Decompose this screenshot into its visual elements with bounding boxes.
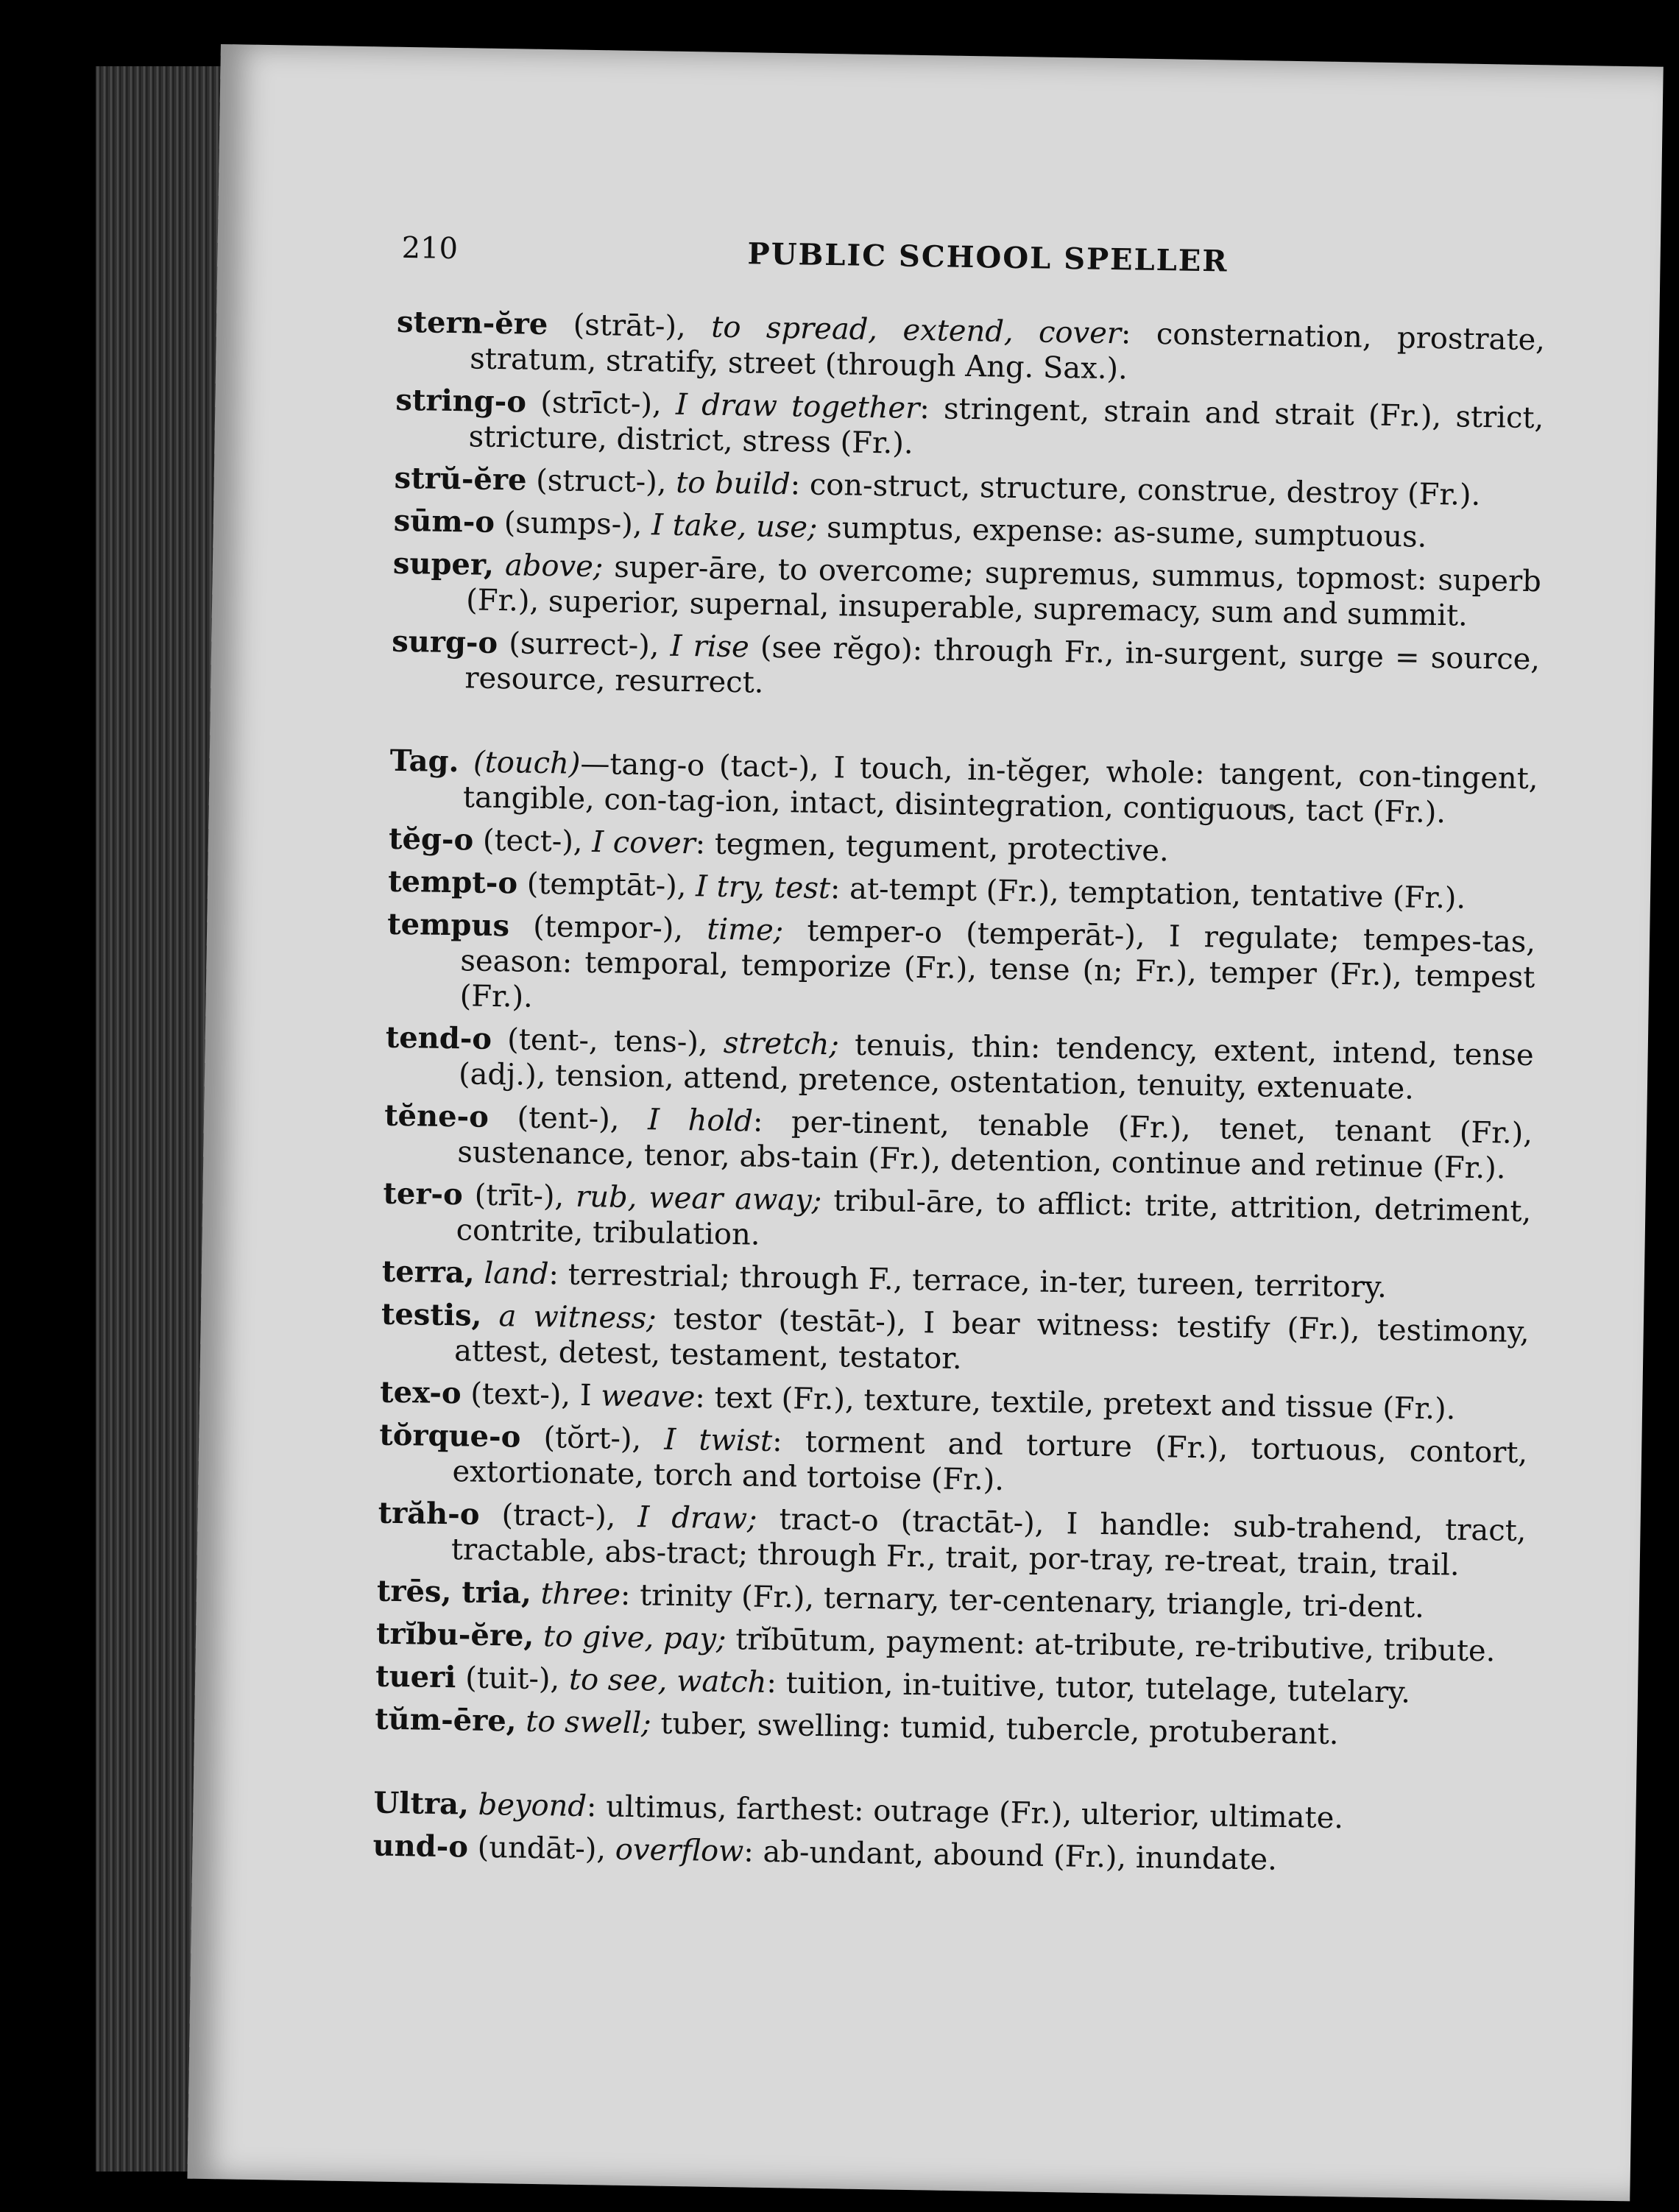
book-page <box>187 44 1663 2201</box>
entry-derivatives: testor (testāt-), I bear witness: testify (Fr.), testimony, attest, detest, testament, testator. <box>453 1301 1530 1377</box>
entry <box>386 907 1535 1031</box>
entry-form <box>494 548 506 582</box>
entry-derivatives: (see rĕgo): through Fr., in-surgent, surge = source, resource, resurrect. <box>464 630 1541 700</box>
entry-form <box>469 1788 478 1822</box>
entry-headword: ter-o <box>383 1176 464 1212</box>
entry-gloss: I try, test <box>695 869 831 906</box>
entry-gloss: three <box>540 1577 621 1612</box>
entry-headword: strŭ-ĕre <box>394 460 527 498</box>
entry-form <box>474 1257 484 1290</box>
entry-derivatives: sumptus, expense: as-sume, sumptuous. <box>817 510 1427 554</box>
entry-form: (temptāt-), <box>517 866 696 904</box>
entry-headword: trăh-o <box>378 1495 480 1532</box>
entry-form: (sumps-), <box>494 505 652 543</box>
entry-form <box>459 745 473 779</box>
entry-headword: tempt-o <box>387 863 518 901</box>
entry-derivatives: tenuis, thin: tendency, extent, intend, tense (adj.), tension, attend, pretence, ostentation, tenuity, extenuate. <box>458 1028 1535 1106</box>
entry-form: (tent-), <box>488 1100 648 1137</box>
entry-form <box>531 1577 541 1611</box>
entry-form: (trīt-), <box>462 1178 576 1214</box>
entry-gloss: to see, watch <box>568 1662 767 1700</box>
entry-form: (tract-), <box>479 1497 638 1535</box>
entry <box>381 1297 1530 1385</box>
entry-derivatives: tract-o (tractāt-), I handle: sub-trahend, tract, tractable, abs-tract; through Fr., trait, por-tray, re-treat, train, trail. <box>450 1502 1527 1583</box>
entry-headword: tex-o <box>379 1374 462 1411</box>
entry-form <box>481 1299 499 1333</box>
entry-headword: Ultra, <box>373 1785 470 1822</box>
entry-gloss: I twist <box>664 1422 773 1458</box>
entry-headword: tueri <box>375 1658 456 1695</box>
entry-derivatives: : ab-undant, abound (Fr.), inundate. <box>743 1834 1278 1877</box>
entry-headword: und-o <box>372 1828 469 1865</box>
entry-headword: testis, <box>381 1296 482 1333</box>
entry-form <box>516 1705 526 1739</box>
entry-gloss: weave <box>600 1379 696 1415</box>
entry-headword: tŏrque-o <box>378 1417 521 1455</box>
entry-headword: stern-ĕre <box>396 304 548 342</box>
entry-form <box>534 1619 543 1653</box>
entry-headword: tŭm-ēre, <box>374 1701 517 1739</box>
entry-gloss: I cover <box>591 825 696 861</box>
entry-form: (tent-, tens-), <box>491 1022 724 1060</box>
entry <box>395 383 1544 471</box>
entry <box>396 305 1545 393</box>
entry-gloss: I draw together <box>675 387 920 425</box>
entry-headword: super, <box>392 545 495 582</box>
entry-derivatives: : trinity (Fr.), ternary, ter-centenary, triangle, tri-dent. <box>620 1577 1425 1625</box>
entry-gloss: to give, pay; <box>542 1619 727 1657</box>
entry <box>372 1828 1521 1881</box>
entry <box>385 1020 1534 1109</box>
entry-headword: sūm-o <box>393 503 495 540</box>
entry-gloss: rub, wear away; <box>575 1179 822 1218</box>
running-head <box>401 230 1580 279</box>
entry-form: (tuit-), <box>456 1661 570 1697</box>
entry-headword: trĭbu-ĕre, <box>375 1616 534 1653</box>
entry-gloss: I draw; <box>637 1500 757 1536</box>
entry-headword: tend-o <box>385 1020 492 1056</box>
entry-derivatives: —tang-o (tact-), I touch, in-tĕger, whole: tangent, con-tingent, tangible, con-tag-ion, intact, disintegration, contiguous, tact (Fr.). <box>462 746 1538 830</box>
entry-gloss: stretch; <box>723 1025 840 1062</box>
entry-gloss: to spread, extend, cover <box>710 310 1122 351</box>
entry-derivatives: : torment and torture (Fr.), tortuous, contort, extortionate, torch and tortoise (Fr.). <box>452 1424 1528 1497</box>
entry-headword: tempus <box>386 906 510 944</box>
entry-derivatives: : text (Fr.), texture, textile, pretext and tissue (Fr.). <box>694 1380 1456 1427</box>
entry-gloss: beyond <box>478 1787 587 1824</box>
entry-form: (tempor-), <box>509 909 707 947</box>
entry <box>383 1098 1533 1187</box>
entry-derivatives: : terrestrial; through F., terrace, in-ter, tureen, territory. <box>548 1257 1388 1305</box>
entry-derivatives: tuber, swelling: tumid, tubercle, protuberant. <box>651 1706 1339 1752</box>
entry-form: (tect-), <box>473 823 593 860</box>
entry-derivatives: : tuition, in-tuitive, tutor, tutelage, tutelary. <box>766 1665 1411 1710</box>
entry-derivatives: : per-tinent, tenable (Fr.), tenet, tenant (Fr.), sustenance, tenor, abs-tain (Fr.), detention, continue and retinue (Fr.). <box>457 1104 1533 1186</box>
entry-gloss: land <box>484 1256 549 1292</box>
entry-derivatives: super-āre, to overcome; supremus, summus, topmost: superb (Fr.), superior, supernal, insuperable, supremacy, sum and summit. <box>465 550 1542 633</box>
entry-headword: surg-o <box>391 623 498 661</box>
running-title: PUBLIC SCHOOL SPELLER <box>747 236 1229 279</box>
entry-derivatives: : tegmen, tegument, protective. <box>695 827 1170 869</box>
entry-headword: Tag. <box>389 743 459 780</box>
entry-gloss: I rise <box>670 629 750 665</box>
dictionary-entries <box>372 305 1545 1889</box>
entry-headword: tĕg-o <box>388 821 474 858</box>
entry-gloss: (touch) <box>473 745 581 781</box>
entry-gloss: I hold <box>647 1103 754 1139</box>
entry-derivatives: : at-tempt (Fr.), temptation, tentative (Fr.). <box>830 872 1466 916</box>
entry-form: (strīct-), <box>526 385 676 422</box>
entry-gloss: I take, use; <box>651 508 818 545</box>
entry-derivatives: : stringent, strain and strait (Fr.), strict, stricture, district, stress (Fr.). <box>468 391 1544 461</box>
entry-headword: string-o <box>395 382 527 420</box>
entry-headword: tĕne-o <box>383 1098 489 1134</box>
entry-gloss: overflow <box>615 1832 744 1869</box>
entry <box>391 624 1540 713</box>
entry <box>392 546 1541 635</box>
entry-derivatives: : consternation, prostrate, stratum, stratify, street (through Ang. Sax.). <box>469 317 1546 386</box>
entry-derivatives: tribul-āre, to afflict: trite, attrition, detriment, contrite, tribulation. <box>456 1184 1532 1252</box>
entry-derivatives: temper-o (temperāt-), I regulate; tempes-tas, season: temporal, temporize (Fr.), tense (n; Fr.), temper (Fr.), tempest (Fr.). <box>459 914 1536 1014</box>
entry-form: (tŏrt-), <box>520 1420 665 1457</box>
entry-form: (surrect-), <box>497 626 671 663</box>
entry-derivatives: : ultimus, farthest: outrage (Fr.), ulterior, ultimate. <box>586 1789 1344 1836</box>
entry-form: (strāt-), <box>547 308 712 344</box>
entry-gloss: to swell; <box>526 1704 652 1741</box>
entry-headword: terra, <box>381 1254 476 1290</box>
entry-form: (undāt-), <box>467 1830 616 1867</box>
entry-gloss: time; <box>706 912 784 948</box>
entry-gloss: a witness; <box>498 1299 657 1336</box>
entry <box>378 1418 1527 1506</box>
entry <box>378 1496 1527 1584</box>
entry-headword: trēs, tria, <box>376 1573 532 1611</box>
entry-gloss: above; <box>504 548 604 584</box>
entry-derivatives: : con-struct, structure, construe, destroy (Fr.). <box>790 467 1481 512</box>
page-number: 210 <box>401 230 459 266</box>
entry-form: (text-), I <box>461 1377 601 1413</box>
entry-form: (struct-), <box>526 463 676 500</box>
entry-gloss: to build <box>675 465 791 502</box>
entry-derivatives: trĭbūtum, payment: at-tribute, re-tributive, tribute. <box>726 1622 1496 1669</box>
entry <box>382 1176 1531 1265</box>
